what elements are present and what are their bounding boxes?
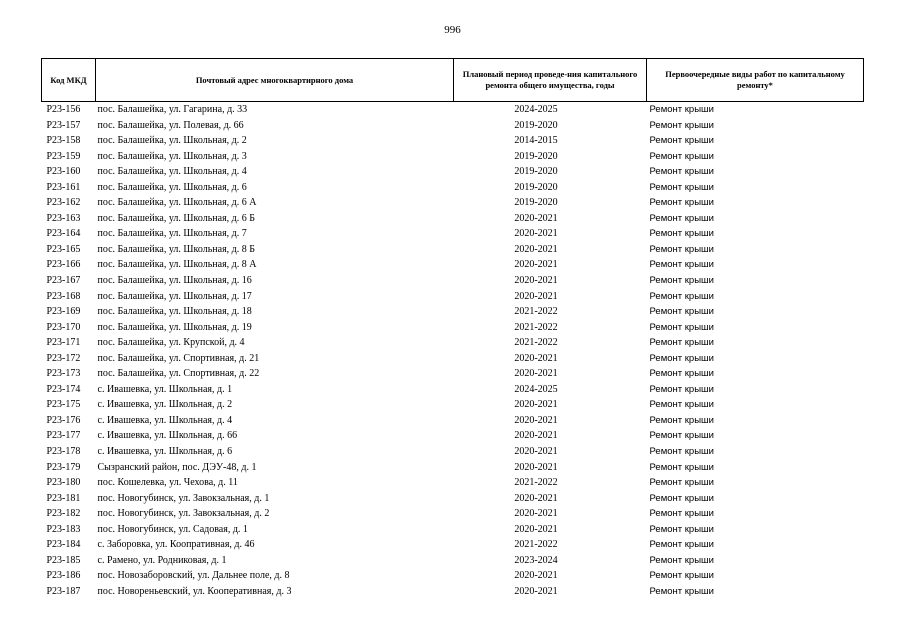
table-row — [42, 102, 864, 118]
row-work: Ремонт крыши — [649, 321, 714, 333]
row-work: Ремонт крыши — [649, 228, 714, 240]
row-work: Ремонт крыши — [649, 430, 714, 442]
row-code: Р23-175 — [46, 399, 81, 411]
row-address: пос. Балашейка, ул. Школьная, д. 19 — [97, 321, 252, 333]
table-row — [42, 320, 864, 336]
row-period: 2019-2020 — [514, 166, 558, 178]
row-code: Р23-163 — [46, 212, 81, 224]
row-code: Р23-156 — [46, 104, 81, 115]
row-code: Р23-180 — [46, 477, 81, 489]
table-row — [42, 118, 864, 134]
table-row — [42, 382, 864, 398]
row-work: Ремонт крыши — [649, 414, 714, 426]
row-address: пос. Балашейка, ул. Спортивная, д. 22 — [97, 368, 260, 380]
row-period: 2020-2021 — [514, 461, 558, 473]
row-work: Ремонт крыши — [649, 104, 714, 115]
row-work: Ремонт крыши — [649, 352, 714, 364]
row-address: пос. Балашейка, ул. Спортивная, д. 21 — [97, 352, 260, 364]
row-address: пос. Новореньевский, ул. Кооперативная, д. 3 — [97, 585, 292, 597]
table-header — [42, 59, 864, 102]
row-period: 2019-2020 — [514, 119, 558, 131]
row-code: Р23-166 — [46, 259, 81, 271]
row-address: пос. Новозаборовский, ул. Дальнее поле, д. 8 — [97, 570, 290, 582]
row-address: пос. Балашейка, ул. Крупской, д. 4 — [97, 337, 245, 349]
table-row — [42, 149, 864, 165]
row-code: Р23-162 — [46, 197, 81, 209]
table-row — [42, 428, 864, 444]
row-work: Ремонт крыши — [649, 446, 714, 458]
row-work: Ремонт крыши — [649, 275, 714, 287]
row-code: Р23-182 — [46, 508, 81, 520]
table-row — [42, 273, 864, 289]
table-row — [42, 366, 864, 382]
row-work: Ремонт крыши — [649, 585, 714, 597]
row-period: 2021-2022 — [514, 306, 558, 318]
row-period: 2024-2025 — [514, 383, 558, 395]
row-address: пос. Балашейка, ул. Школьная, д. 17 — [97, 290, 252, 302]
row-work: Ремонт крыши — [649, 508, 714, 520]
row-code: Р23-186 — [46, 570, 81, 582]
page-number: 996 — [444, 24, 461, 36]
table-row — [42, 257, 864, 273]
row-code: Р23-187 — [46, 585, 81, 597]
row-address: пос. Балашейка, ул. Школьная, д. 2 — [97, 135, 247, 147]
row-work: Ремонт крыши — [649, 368, 714, 380]
row-period: 2020-2021 — [514, 508, 558, 520]
row-period: 2020-2021 — [514, 570, 558, 582]
table-row — [42, 226, 864, 242]
row-code: Р23-184 — [46, 539, 81, 551]
row-address: пос. Балашейка, ул. Школьная, д. 3 — [97, 150, 247, 162]
table-row — [42, 475, 864, 491]
row-address: пос. Балашейка, ул. Школьная, д. 6 — [97, 181, 247, 193]
row-address: Сызранский район, пос. ДЭУ-48, д. 1 — [97, 461, 257, 473]
row-work: Ремонт крыши — [649, 197, 714, 209]
capital-repair-table — [41, 58, 864, 600]
row-work: Ремонт крыши — [649, 539, 714, 551]
row-period: 2021-2022 — [514, 337, 558, 349]
row-period: 2020-2021 — [514, 259, 558, 271]
header-period: Плановый период проведе-ния капитального ремонта общего имущества, годы — [454, 59, 647, 102]
table-row — [42, 304, 864, 320]
row-address: пос. Новогубинск, ул. Завокзальная, д. 2 — [97, 508, 270, 520]
row-code: Р23-177 — [46, 430, 81, 442]
table-row — [42, 195, 864, 211]
row-code: Р23-157 — [46, 119, 81, 131]
row-work: Ремонт крыши — [649, 135, 714, 147]
row-period: 2020-2021 — [514, 228, 558, 240]
row-code: Р23-183 — [46, 523, 81, 535]
row-code: Р23-159 — [46, 150, 81, 162]
row-work: Ремонт крыши — [649, 399, 714, 411]
table-body — [42, 102, 864, 600]
row-period: 2020-2021 — [514, 414, 558, 426]
row-work: Ремонт крыши — [649, 492, 714, 504]
row-period: 2020-2021 — [514, 492, 558, 504]
row-code: Р23-167 — [46, 275, 81, 287]
row-period: 2024-2025 — [514, 104, 558, 115]
table-row — [42, 289, 864, 305]
row-address: пос. Балашейка, ул. Школьная, д. 4 — [97, 166, 247, 178]
header-row — [42, 59, 864, 102]
row-period: 2021-2022 — [514, 539, 558, 551]
row-code: Р23-174 — [46, 383, 81, 395]
table-row — [42, 335, 864, 351]
row-work: Ремонт крыши — [649, 119, 714, 131]
table-row — [42, 537, 864, 553]
row-code: Р23-160 — [46, 166, 81, 178]
row-code: Р23-161 — [46, 181, 81, 193]
row-code: Р23-158 — [46, 135, 81, 147]
table-row — [42, 553, 864, 569]
row-code: Р23-181 — [46, 492, 81, 504]
header-work: Первоочередные виды работ по капитальному ремонту* — [647, 59, 864, 102]
row-address: пос. Новогубинск, ул. Садовая, д. 1 — [97, 523, 248, 535]
row-period: 2020-2021 — [514, 275, 558, 287]
row-period: 2020-2021 — [514, 585, 558, 597]
row-period: 2020-2021 — [514, 368, 558, 380]
table-row — [42, 460, 864, 476]
row-period: 2014-2015 — [514, 135, 558, 147]
table-row — [42, 506, 864, 522]
row-code: Р23-171 — [46, 337, 81, 349]
table-row — [42, 180, 864, 196]
row-work: Ремонт крыши — [649, 461, 714, 473]
row-code: Р23-164 — [46, 228, 81, 240]
table-row — [42, 584, 864, 600]
row-address: с. Ивашевка, ул. Школьная, д. 66 — [97, 430, 238, 442]
row-code: Р23-165 — [46, 243, 81, 255]
row-period: 2020-2021 — [514, 352, 558, 364]
table-row — [42, 351, 864, 367]
row-address: с. Ивашевка, ул. Школьная, д. 6 — [97, 446, 233, 458]
row-address: пос. Балашейка, ул. Школьная, д. 16 — [97, 275, 252, 287]
row-period: 2021-2022 — [514, 321, 558, 333]
row-period: 2020-2021 — [514, 523, 558, 535]
row-code: Р23-172 — [46, 352, 81, 364]
row-period: 2020-2021 — [514, 430, 558, 442]
row-code: Р23-179 — [46, 461, 81, 473]
row-work: Ремонт крыши — [649, 337, 714, 349]
row-period: 2020-2021 — [514, 243, 558, 255]
row-address: пос. Балашейка, ул. Гагарина, д. 33 — [97, 104, 248, 115]
row-code: Р23-169 — [46, 306, 81, 318]
row-address: с. Рамено, ул. Родниковая, д. 1 — [97, 554, 227, 566]
row-address: пос. Балашейка, ул. Школьная, д. 8 А — [97, 259, 257, 271]
row-code: Р23-170 — [46, 321, 81, 333]
table-row — [42, 133, 864, 149]
row-address: пос. Кошелевка, ул. Чехова, д. 11 — [97, 477, 238, 489]
row-work: Ремонт крыши — [649, 212, 714, 224]
table-row — [42, 242, 864, 258]
row-period: 2019-2020 — [514, 181, 558, 193]
row-work: Ремонт крыши — [649, 181, 714, 193]
table-row — [42, 397, 864, 413]
row-address: с. Ивашевка, ул. Школьная, д. 4 — [97, 414, 233, 426]
table-row — [42, 568, 864, 584]
table-row — [42, 444, 864, 460]
row-work: Ремонт крыши — [649, 477, 714, 489]
table-row — [42, 211, 864, 227]
row-work: Ремонт крыши — [649, 383, 714, 395]
row-work: Ремонт крыши — [649, 306, 714, 318]
row-address: пос. Балашейка, ул. Школьная, д. 7 — [97, 228, 247, 240]
row-period: 2019-2020 — [514, 150, 558, 162]
header-address: Почтовый адрес многоквартирного дома — [96, 59, 454, 102]
row-code: Р23-173 — [46, 368, 81, 380]
row-address: пос. Балашейка, ул. Полевая, д. 66 — [97, 119, 244, 131]
row-code: Р23-185 — [46, 554, 81, 566]
row-address: с. Ивашевка, ул. Школьная, д. 1 — [97, 383, 233, 395]
row-work: Ремонт крыши — [649, 243, 714, 255]
row-period: 2020-2021 — [514, 212, 558, 224]
row-work: Ремонт крыши — [649, 523, 714, 535]
row-address: с. Ивашевка, ул. Школьная, д. 2 — [97, 399, 233, 411]
row-work: Ремонт крыши — [649, 554, 714, 566]
row-code: Р23-168 — [46, 290, 81, 302]
table-row — [42, 491, 864, 507]
row-work: Ремонт крыши — [649, 150, 714, 162]
row-address: пос. Балашейка, ул. Школьная, д. 8 Б — [97, 243, 255, 255]
row-period: 2021-2022 — [514, 477, 558, 489]
row-address: с. Заборовка, ул. Коопративная, д. 46 — [97, 539, 255, 551]
header-code: Код МКД — [42, 59, 96, 102]
row-address: пос. Балашейка, ул. Школьная, д. 6 Б — [97, 212, 255, 224]
row-period: 2019-2020 — [514, 197, 558, 209]
row-work: Ремонт крыши — [649, 290, 714, 302]
row-period: 2020-2021 — [514, 290, 558, 302]
table-row — [42, 522, 864, 538]
table-row — [42, 164, 864, 180]
row-work: Ремонт крыши — [649, 570, 714, 582]
row-work: Ремонт крыши — [649, 166, 714, 178]
row-period: 2020-2021 — [514, 446, 558, 458]
row-code: Р23-176 — [46, 414, 81, 426]
table-row — [42, 413, 864, 429]
row-code: Р23-178 — [46, 446, 81, 458]
row-address: пос. Новогубинск, ул. Завокзальная, д. 1 — [97, 492, 270, 504]
row-address: пос. Балашейка, ул. Школьная, д. 18 — [97, 306, 252, 318]
row-period: 2020-2021 — [514, 399, 558, 411]
row-address: пос. Балашейка, ул. Школьная, д. 6 А — [97, 197, 257, 209]
row-work: Ремонт крыши — [649, 259, 714, 271]
row-period: 2023-2024 — [514, 554, 558, 566]
